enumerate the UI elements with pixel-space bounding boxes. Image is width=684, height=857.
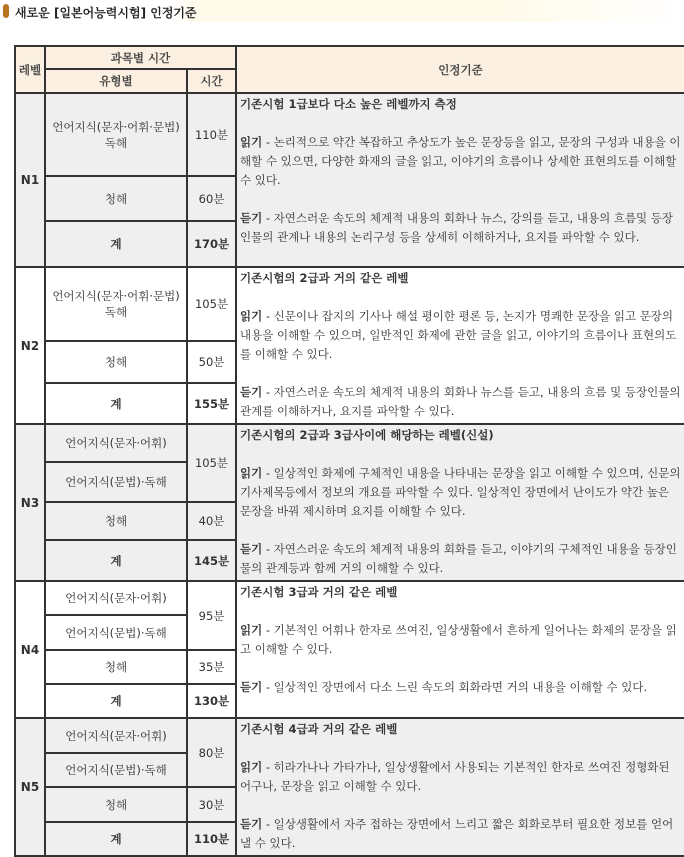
subject-type: 청해 (45, 176, 187, 221)
subject-type: 청해 (45, 502, 187, 540)
subject-time: 50분 (187, 341, 236, 383)
level-name: N1 (15, 93, 45, 267)
total-time: 155분 (187, 383, 236, 424)
subject-type: 언어지식(문자·어휘) (45, 581, 187, 615)
criteria-text: 기존시험 3급과 거의 같은 레벨 읽기 - 기본적인 어휘나 한자로 쓰여진, 일상생활에서 흔하게 일어나는 화제의 문장을 읽고 이해할 수 있다. 듣기 - 일상적인 장면에서 다소 느린 속도의 회화라면 거의 내용을 이해할 수 있다. (236, 581, 684, 718)
subject-time: 40분 (187, 502, 236, 540)
criteria-text: 기존시험의 2급과 3급사이에 해당하는 레벨(신설) 읽기 - 일상적인 화제에 구체적인 내용을 나타내는 문장을 읽고 이해할 수 있으며, 신문의 기사제목등에서 정보의 개요를 파악할 수 있다. 일상적인 장면에서 난이도가 약간 높은 문장을 바꿔 제시하며 요지를 이해할 수 있다. 듣기 - 자연스러운 속도의 체계적 내용의 회화를 듣고, 이야기의 구체적인 내용을 등장인물의 관계등과 함께 거의 이해할 수 있다. (236, 424, 684, 581)
subject-type: 청해 (45, 787, 187, 821)
level-row-n3 (15, 424, 684, 462)
total-label: 계 (45, 684, 187, 718)
criteria-text: 기존시험 1급보다 다소 높은 레벨까지 측정 읽기 - 논리적으로 약간 복잡하고 추상도가 높은 문장등을 읽고, 문장의 구성과 내용을 이해할 수 있으면, 다양한 화재의 글을 읽고, 이야기의 흐름이나 상세한 표현의도를 이해할 수 있다. 듣기 - 자연스러운 속도의 체계적 내용의 회화나 뉴스, 강의를 듣고, 내용의 흐름및 등장인물의 관계나 내용의 논리구성 등을 상세히 이해하거나, 요지를 파악할 수 있다. (236, 93, 684, 267)
subject-type: 언어지식(문자·어휘) (45, 718, 187, 753)
level-row-n5 (15, 718, 684, 753)
header-subject-time: 과목별 시간 (45, 46, 236, 69)
level-name: N4 (15, 581, 45, 718)
header-time: 시간 (187, 69, 236, 93)
subject-type: 청해 (45, 650, 187, 684)
certification-criteria-table (14, 45, 684, 857)
subject-type: 청해 (45, 341, 187, 383)
level-row-n2 (15, 267, 684, 341)
header-level: 레벨 (15, 46, 45, 93)
subject-type: 언어지식(문법)·독해 (45, 753, 187, 787)
level-row-n1 (15, 93, 684, 176)
total-time: 110분 (187, 822, 236, 856)
total-label: 계 (45, 221, 187, 267)
total-time: 170분 (187, 221, 236, 267)
bullet-icon (3, 4, 9, 18)
section-title-bar (0, 0, 684, 22)
section-title: 새로운 [일본어능력시험] 인정기준 (15, 6, 197, 20)
subject-type: 언어지식(문법)·독해 (45, 615, 187, 650)
subject-time: 105분 (187, 267, 236, 341)
level-name: N5 (15, 718, 45, 856)
subject-time: 105분 (187, 424, 236, 502)
subject-time: 35분 (187, 650, 236, 684)
header-criteria: 인정기준 (236, 46, 684, 93)
subject-time: 30분 (187, 787, 236, 821)
level-name: N3 (15, 424, 45, 581)
total-label: 계 (45, 383, 187, 424)
level-row-n4 (15, 581, 684, 615)
subject-time: 110분 (187, 93, 236, 176)
criteria-text: 기존시험 4급과 거의 같은 레벨 읽기 - 히라가나나 가타가나, 일상생활에서 사용되는 기본적인 한자로 쓰여진 정형화된 어구나, 문장을 읽고 이해할 수 있다. 듣기 - 일상생활에서 자주 접하는 장면에서 느리고 짧은 회화로부터 필요한 정보를 얻어낼 수 있다. (236, 718, 684, 856)
criteria-text: 기존시험의 2급과 거의 같은 레벨 읽기 - 신문이나 잡지의 기사나 해설 평이한 평론 등, 논지가 명쾌한 문장을 읽고 문장의 내용을 이해할 수 있으며, 일반적인 화제에 관한 글을 읽고, 이야기의 흐름이나 표현의도를 이해할 수 있다. 듣기 - 자연스러운 속도의 체계적 내용의 회화나 뉴스를 듣고, 내용의 흐름 및 등장인물의 관계를 이해하거나, 요지를 파악할 수 있다. (236, 267, 684, 424)
subject-type: 언어지식(문법)·독해 (45, 462, 187, 502)
subject-time: 60분 (187, 176, 236, 221)
total-label: 계 (45, 822, 187, 856)
subject-type: 언어지식(문자·어휘·문법) 독해 (45, 267, 187, 341)
header-type: 유형별 (45, 69, 187, 93)
level-name: N2 (15, 267, 45, 424)
subject-time: 95분 (187, 581, 236, 650)
subject-type: 언어지식(문자·어휘·문법) 독해 (45, 93, 187, 176)
total-label: 계 (45, 540, 187, 581)
total-time: 145분 (187, 540, 236, 581)
subject-time: 80분 (187, 718, 236, 787)
subject-type: 언어지식(문자·어휘) (45, 424, 187, 462)
total-time: 130분 (187, 684, 236, 718)
